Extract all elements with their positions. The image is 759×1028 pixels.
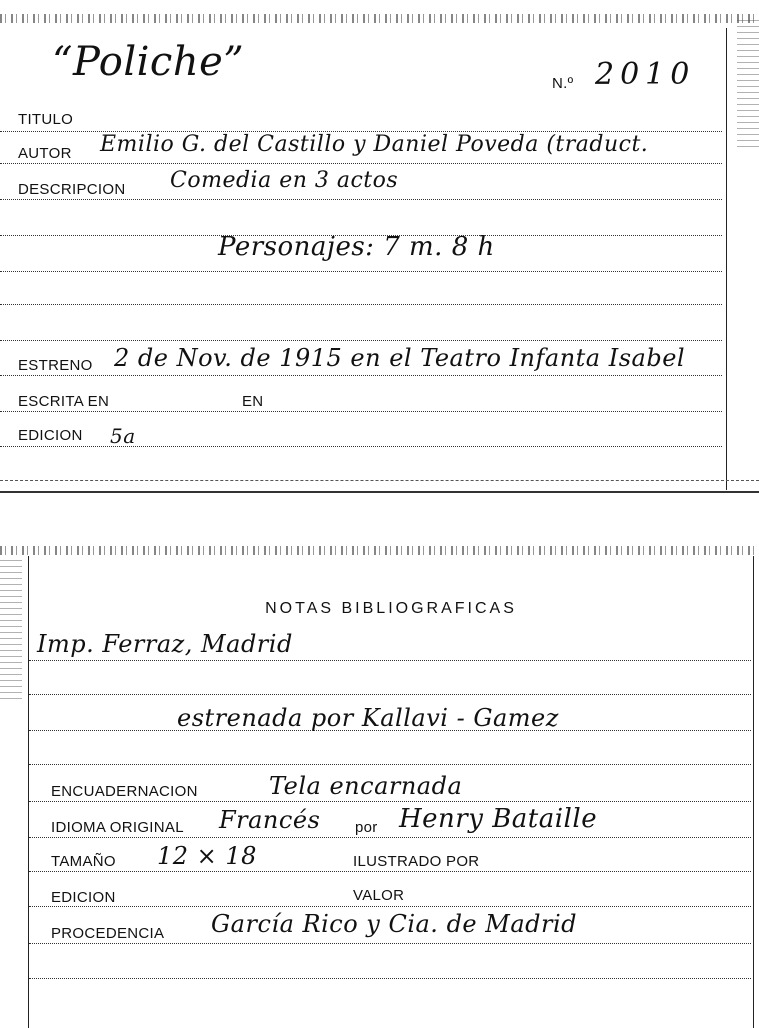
estreno-value: 2 de Nov. de 1915 en el Teatro Infanta Isabel [114,344,686,372]
card-cut-line [0,480,759,481]
row-rule [29,694,751,695]
encuadernacion-value: Tela encarnada [269,772,463,800]
valor-label: VALOR [353,887,405,904]
row-rule [0,163,722,164]
row-rule [29,943,751,944]
catalog-card-front [0,28,727,490]
card-edge-dots [737,20,759,150]
estreno-label: ESTRENO [18,357,93,374]
row-rule [0,199,722,200]
idioma-original-value: Francés [219,806,321,834]
row-rule [29,837,751,838]
edicion-value: 5a [110,424,136,448]
row-rule [0,271,722,272]
row-rule [29,730,751,731]
procedencia-value: García Rico y Cia. de Madrid [211,910,578,938]
note-line-1: Imp. Ferraz, Madrid [37,630,293,658]
edicion-label: EDICION [18,427,83,444]
catalog-card-back [28,556,754,1028]
en-label: EN [242,393,264,410]
row-rule [29,801,751,802]
autor-value: Emilio G. del Castillo y Daniel Poveda (traduct. [100,132,649,157]
row-rule [0,446,722,447]
handwritten-title: “Poliche” [52,39,245,85]
card-edge-speckle [0,546,759,555]
card-divider [0,491,759,493]
descripcion-value: Comedia en 3 actos [170,168,399,193]
row-rule [29,660,751,661]
tamano-label: TAMAÑO [51,853,116,870]
row-rule [29,764,751,765]
number-label: N.º [552,75,574,92]
autor-label: AUTOR [18,145,72,162]
autor-original-value: Henry Bataille [399,804,598,834]
card-edge-speckle [0,14,759,23]
row-rule [29,906,751,907]
row-rule [0,340,722,341]
edicion-label: EDICION [51,889,116,906]
tamano-value: 12 × 18 [157,842,257,870]
catalog-number: 2010 [595,57,696,92]
row-rule [0,375,722,376]
row-rule [29,871,751,872]
idioma-original-label: IDIOMA ORIGINAL [51,819,184,836]
encuadernacion-label: ENCUADERNACION [51,783,198,800]
titulo-label: TITULO [18,111,74,128]
procedencia-label: PROCEDENCIA [51,925,165,942]
notas-heading: NOTAS BIBLIOGRAFICAS [265,600,517,617]
por-label: por [355,819,378,836]
row-rule [0,304,722,305]
ilustrado-por-label: ILUSTRADO POR [353,853,480,870]
personajes-value: Personajes: 7 m. 8 h [218,232,495,262]
escrita-en-label: ESCRITA EN [18,393,110,410]
row-rule [29,978,751,979]
row-rule [0,411,722,412]
card-edge-dots [0,560,22,700]
note-line-2: estrenada por Kallavi - Gamez [177,704,559,732]
descripcion-label: DESCRIPCION [18,181,126,198]
